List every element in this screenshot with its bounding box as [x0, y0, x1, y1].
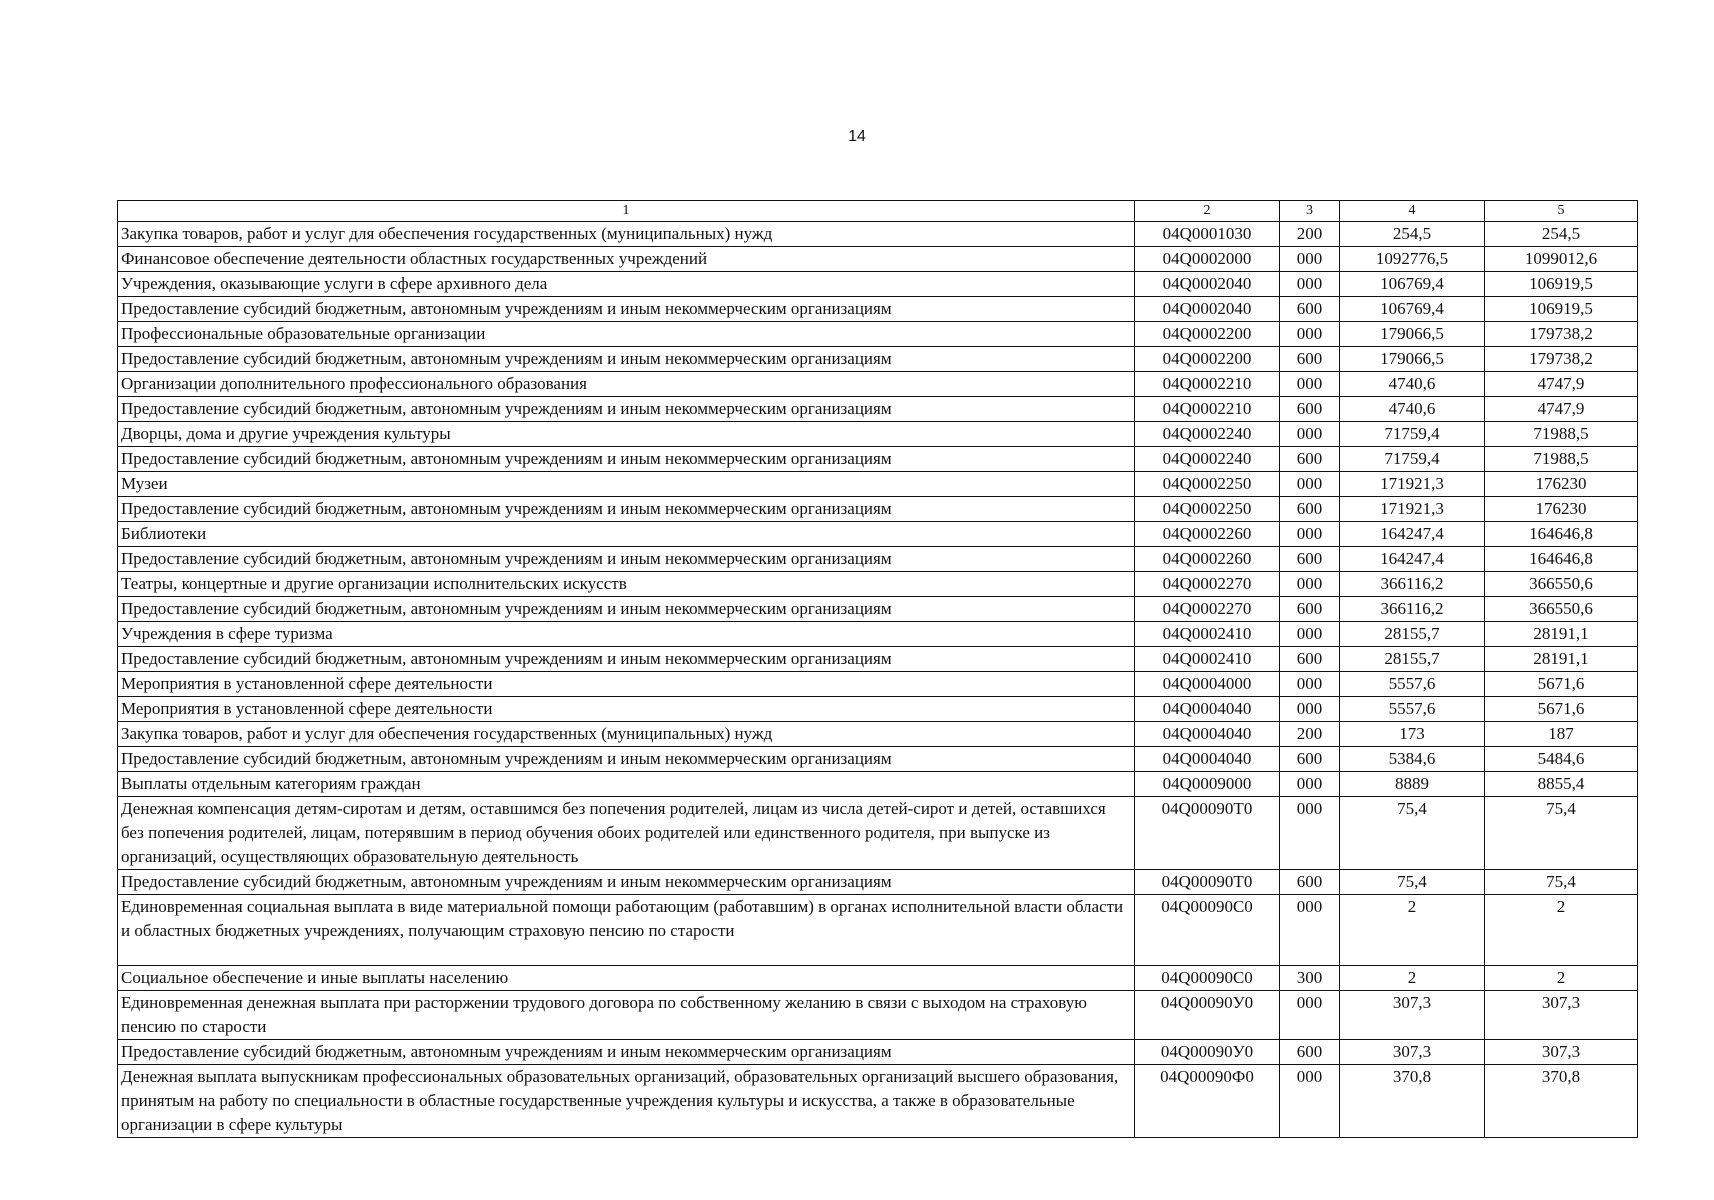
table-row — [118, 895, 1638, 966]
table-row — [118, 472, 1638, 497]
row-value-2023-cell: 370,8 — [1340, 1065, 1485, 1138]
row-value-2023-cell: 106769,4 — [1340, 272, 1485, 297]
row-value-2023-cell: 171921,3 — [1340, 472, 1485, 497]
header-row — [118, 201, 1638, 222]
row-value-2024-cell: 254,5 — [1485, 222, 1638, 247]
row-code-cell: 04Q0002250 — [1135, 497, 1280, 522]
row-code-cell: 04Q0002240 — [1135, 422, 1280, 447]
row-type-cell: 000 — [1280, 247, 1340, 272]
row-value-2024-cell: 4747,9 — [1485, 397, 1638, 422]
row-name-cell: Денежная выплата выпускникам профессиональных образовательных организаций, образовательных организаций высшего образования, принятым на работу по специальности в областные государственные учреждения культуры и искусства, а также в образовательные организации в сфере культуры — [118, 1065, 1135, 1138]
row-value-2024-cell: 176230 — [1485, 472, 1638, 497]
row-type-cell: 600 — [1280, 870, 1340, 895]
row-name-cell: Финансовое обеспечение деятельности областных государственных учреждений — [118, 247, 1135, 272]
table-row — [118, 297, 1638, 322]
row-code-cell: 04Q0002410 — [1135, 647, 1280, 672]
table-row — [118, 622, 1638, 647]
budget-table — [117, 200, 1638, 1138]
row-name-cell: Предоставление субсидий бюджетным, автономным учреждениям и иным некоммерческим организациям — [118, 747, 1135, 772]
table-row — [118, 722, 1638, 747]
header-col-1: 1 — [118, 201, 1135, 222]
table-row — [118, 422, 1638, 447]
row-name-cell: Единовременная денежная выплата при расторжении трудового договора по собственному желанию в связи с выходом на страховую пенсию по старости — [118, 991, 1135, 1040]
row-value-2024-cell: 370,8 — [1485, 1065, 1638, 1138]
row-value-2023-cell: 4740,6 — [1340, 372, 1485, 397]
row-name-cell: Закупка товаров, работ и услуг для обеспечения государственных (муниципальных) нужд — [118, 222, 1135, 247]
row-value-2023-cell: 366116,2 — [1340, 597, 1485, 622]
row-type-cell: 000 — [1280, 1065, 1340, 1138]
row-code-cell: 04Q0004040 — [1135, 697, 1280, 722]
table-row — [118, 322, 1638, 347]
row-type-cell: 200 — [1280, 222, 1340, 247]
table-row — [118, 1065, 1638, 1138]
row-value-2024-cell: 8855,4 — [1485, 772, 1638, 797]
row-name-cell: Учреждения в сфере туризма — [118, 622, 1135, 647]
row-type-cell: 200 — [1280, 722, 1340, 747]
row-code-cell: 04Q0002270 — [1135, 597, 1280, 622]
row-value-2023-cell: 5384,6 — [1340, 747, 1485, 772]
row-value-2024-cell: 75,4 — [1485, 797, 1638, 870]
row-name-cell: Дворцы, дома и другие учреждения культуры — [118, 422, 1135, 447]
row-name-cell: Предоставление субсидий бюджетным, автономным учреждениям и иным некоммерческим организациям — [118, 547, 1135, 572]
row-type-cell: 600 — [1280, 497, 1340, 522]
table-row — [118, 991, 1638, 1040]
row-value-2023-cell: 173 — [1340, 722, 1485, 747]
row-value-2023-cell: 5557,6 — [1340, 697, 1485, 722]
table-row — [118, 247, 1638, 272]
table-row — [118, 397, 1638, 422]
page-number: 14 — [848, 128, 866, 145]
header-col-5: 5 — [1485, 201, 1638, 222]
row-value-2024-cell: 106919,5 — [1485, 297, 1638, 322]
row-value-2023-cell: 164247,4 — [1340, 522, 1485, 547]
row-type-cell: 000 — [1280, 991, 1340, 1040]
row-value-2023-cell: 106769,4 — [1340, 297, 1485, 322]
row-code-cell: 04Q00090У0 — [1135, 991, 1280, 1040]
row-value-2024-cell: 5671,6 — [1485, 672, 1638, 697]
row-value-2024-cell: 307,3 — [1485, 1040, 1638, 1065]
table-row — [118, 222, 1638, 247]
row-code-cell: 04Q0002260 — [1135, 547, 1280, 572]
row-value-2024-cell: 71988,5 — [1485, 447, 1638, 472]
row-code-cell: 04Q00090T0 — [1135, 870, 1280, 895]
row-code-cell: 04Q00090У0 — [1135, 1040, 1280, 1065]
row-code-cell: 04Q00090C0 — [1135, 895, 1280, 966]
row-name-cell: Предоставление субсидий бюджетным, автономным учреждениям и иным некоммерческим организациям — [118, 447, 1135, 472]
table-row — [118, 572, 1638, 597]
table-row — [118, 747, 1638, 772]
row-value-2024-cell: 176230 — [1485, 497, 1638, 522]
row-value-2023-cell: 28155,7 — [1340, 647, 1485, 672]
row-name-cell: Выплаты отдельным категориям граждан — [118, 772, 1135, 797]
row-type-cell: 000 — [1280, 472, 1340, 497]
row-code-cell: 04Q0002200 — [1135, 347, 1280, 372]
row-value-2024-cell: 164646,8 — [1485, 547, 1638, 572]
row-name-cell: Предоставление субсидий бюджетным, автономным учреждениям и иным некоммерческим организациям — [118, 870, 1135, 895]
row-value-2023-cell: 171921,3 — [1340, 497, 1485, 522]
row-value-2024-cell: 2 — [1485, 895, 1638, 966]
row-code-cell: 04Q0002270 — [1135, 572, 1280, 597]
row-value-2023-cell: 28155,7 — [1340, 622, 1485, 647]
row-value-2024-cell: 106919,5 — [1485, 272, 1638, 297]
row-name-cell: Предоставление субсидий бюджетным, автономным учреждениям и иным некоммерческим организациям — [118, 347, 1135, 372]
row-value-2024-cell: 2 — [1485, 966, 1638, 991]
row-value-2023-cell: 75,4 — [1340, 797, 1485, 870]
row-type-cell: 000 — [1280, 372, 1340, 397]
row-code-cell: 04Q0002210 — [1135, 397, 1280, 422]
row-value-2024-cell: 307,3 — [1485, 991, 1638, 1040]
row-value-2024-cell: 164646,8 — [1485, 522, 1638, 547]
row-type-cell: 600 — [1280, 297, 1340, 322]
row-name-cell: Единовременная социальная выплата в виде материальной помощи работающим (работавшим) в органах исполнительной власти области и областных бюджетных учреждениях, получающим страховую пенсию по старости — [118, 895, 1135, 966]
row-name-cell: Театры, концертные и другие организации исполнительских искусств — [118, 572, 1135, 597]
row-value-2023-cell: 75,4 — [1340, 870, 1485, 895]
row-code-cell: 04Q0002000 — [1135, 247, 1280, 272]
row-name-cell: Библиотеки — [118, 522, 1135, 547]
table-row — [118, 547, 1638, 572]
row-value-2024-cell: 5671,6 — [1485, 697, 1638, 722]
row-value-2023-cell: 2 — [1340, 895, 1485, 966]
table-row — [118, 497, 1638, 522]
row-value-2023-cell: 5557,6 — [1340, 672, 1485, 697]
row-code-cell: 04Q0002260 — [1135, 522, 1280, 547]
header-col-3: 3 — [1280, 201, 1340, 222]
row-type-cell: 600 — [1280, 547, 1340, 572]
row-code-cell: 04Q0002240 — [1135, 447, 1280, 472]
row-type-cell: 000 — [1280, 322, 1340, 347]
row-value-2023-cell: 8889 — [1340, 772, 1485, 797]
row-code-cell: 04Q0001030 — [1135, 222, 1280, 247]
row-type-cell: 600 — [1280, 647, 1340, 672]
row-type-cell: 000 — [1280, 622, 1340, 647]
row-value-2024-cell: 75,4 — [1485, 870, 1638, 895]
table-row — [118, 1040, 1638, 1065]
row-value-2023-cell: 2 — [1340, 966, 1485, 991]
table-row — [118, 347, 1638, 372]
header-col-4: 4 — [1340, 201, 1485, 222]
row-code-cell: 04Q00090Ф0 — [1135, 1065, 1280, 1138]
row-code-cell: 04Q00090T0 — [1135, 797, 1280, 870]
row-code-cell: 04Q0004040 — [1135, 722, 1280, 747]
row-name-cell: Предоставление субсидий бюджетным, автономным учреждениям и иным некоммерческим организациям — [118, 647, 1135, 672]
table-row — [118, 797, 1638, 870]
row-code-cell: 04Q0002410 — [1135, 622, 1280, 647]
row-name-cell: Предоставление субсидий бюджетным, автономным учреждениям и иным некоммерческим организациям — [118, 397, 1135, 422]
row-value-2024-cell: 1099012,6 — [1485, 247, 1638, 272]
row-value-2023-cell: 307,3 — [1340, 991, 1485, 1040]
row-type-cell: 600 — [1280, 397, 1340, 422]
row-value-2024-cell: 4747,9 — [1485, 372, 1638, 397]
row-type-cell: 600 — [1280, 1040, 1340, 1065]
row-type-cell: 300 — [1280, 966, 1340, 991]
row-type-cell: 000 — [1280, 895, 1340, 966]
row-type-cell: 600 — [1280, 447, 1340, 472]
row-value-2024-cell: 5484,6 — [1485, 747, 1638, 772]
row-code-cell: 04Q0004040 — [1135, 747, 1280, 772]
row-name-cell: Социальное обеспечение и иные выплаты населению — [118, 966, 1135, 991]
table-row — [118, 870, 1638, 895]
row-name-cell: Предоставление субсидий бюджетным, автономным учреждениям и иным некоммерческим организациям — [118, 597, 1135, 622]
table-row — [118, 966, 1638, 991]
row-value-2023-cell: 164247,4 — [1340, 547, 1485, 572]
row-type-cell: 000 — [1280, 422, 1340, 447]
table-body — [118, 222, 1638, 1138]
row-name-cell: Профессиональные образовательные организации — [118, 322, 1135, 347]
row-name-cell: Мероприятия в установленной сфере деятельности — [118, 697, 1135, 722]
table-row — [118, 772, 1638, 797]
table-row — [118, 372, 1638, 397]
row-value-2024-cell: 366550,6 — [1485, 597, 1638, 622]
row-type-cell: 000 — [1280, 697, 1340, 722]
row-code-cell: 04Q0002200 — [1135, 322, 1280, 347]
row-code-cell: 04Q0002210 — [1135, 372, 1280, 397]
row-name-cell: Денежная компенсация детям-сиротам и детям, оставшимся без попечения родителей, лицам из числа детей-сирот и детей, оставшихся без попечения родителей, лицам, потерявшим в период обучения обоих родителей или единственного родителя, при выпуске из организаций, осуществляющих образовательную деятельность — [118, 797, 1135, 870]
row-value-2023-cell: 1092776,5 — [1340, 247, 1485, 272]
row-code-cell: 04Q00090C0 — [1135, 966, 1280, 991]
row-name-cell: Мероприятия в установленной сфере деятельности — [118, 672, 1135, 697]
row-type-cell: 000 — [1280, 272, 1340, 297]
row-type-cell: 000 — [1280, 522, 1340, 547]
row-name-cell: Музеи — [118, 472, 1135, 497]
table-row — [118, 647, 1638, 672]
row-code-cell: 04Q0004000 — [1135, 672, 1280, 697]
row-type-cell: 600 — [1280, 597, 1340, 622]
table-row — [118, 522, 1638, 547]
row-value-2024-cell: 187 — [1485, 722, 1638, 747]
row-name-cell: Предоставление субсидий бюджетным, автономным учреждениям и иным некоммерческим организациям — [118, 1040, 1135, 1065]
row-name-cell: Организации дополнительного профессионального образования — [118, 372, 1135, 397]
row-value-2023-cell: 71759,4 — [1340, 422, 1485, 447]
row-value-2023-cell: 307,3 — [1340, 1040, 1485, 1065]
row-name-cell: Предоставление субсидий бюджетным, автономным учреждениям и иным некоммерческим организациям — [118, 497, 1135, 522]
row-type-cell: 600 — [1280, 347, 1340, 372]
table-row — [118, 697, 1638, 722]
row-value-2023-cell: 179066,5 — [1340, 322, 1485, 347]
row-type-cell: 600 — [1280, 747, 1340, 772]
table-row — [118, 447, 1638, 472]
row-value-2023-cell: 254,5 — [1340, 222, 1485, 247]
row-code-cell: 04Q0009000 — [1135, 772, 1280, 797]
row-type-cell: 000 — [1280, 797, 1340, 870]
row-value-2024-cell: 28191,1 — [1485, 647, 1638, 672]
row-value-2023-cell: 366116,2 — [1340, 572, 1485, 597]
row-name-cell: Учреждения, оказывающие услуги в сфере архивного дела — [118, 272, 1135, 297]
row-value-2024-cell: 179738,2 — [1485, 347, 1638, 372]
table-row — [118, 672, 1638, 697]
row-code-cell: 04Q0002040 — [1135, 297, 1280, 322]
row-value-2023-cell: 71759,4 — [1340, 447, 1485, 472]
table-row — [118, 272, 1638, 297]
row-value-2024-cell: 179738,2 — [1485, 322, 1638, 347]
row-value-2024-cell: 28191,1 — [1485, 622, 1638, 647]
row-type-cell: 000 — [1280, 672, 1340, 697]
row-value-2023-cell: 179066,5 — [1340, 347, 1485, 372]
row-code-cell: 04Q0002250 — [1135, 472, 1280, 497]
header-col-2: 2 — [1135, 201, 1280, 222]
row-name-cell: Предоставление субсидий бюджетным, автономным учреждениям и иным некоммерческим организациям — [118, 297, 1135, 322]
table-row — [118, 597, 1638, 622]
row-type-cell: 000 — [1280, 572, 1340, 597]
row-code-cell: 04Q0002040 — [1135, 272, 1280, 297]
row-value-2023-cell: 4740,6 — [1340, 397, 1485, 422]
row-type-cell: 000 — [1280, 772, 1340, 797]
row-value-2024-cell: 71988,5 — [1485, 422, 1638, 447]
row-name-cell: Закупка товаров, работ и услуг для обеспечения государственных (муниципальных) нужд — [118, 722, 1135, 747]
row-value-2024-cell: 366550,6 — [1485, 572, 1638, 597]
